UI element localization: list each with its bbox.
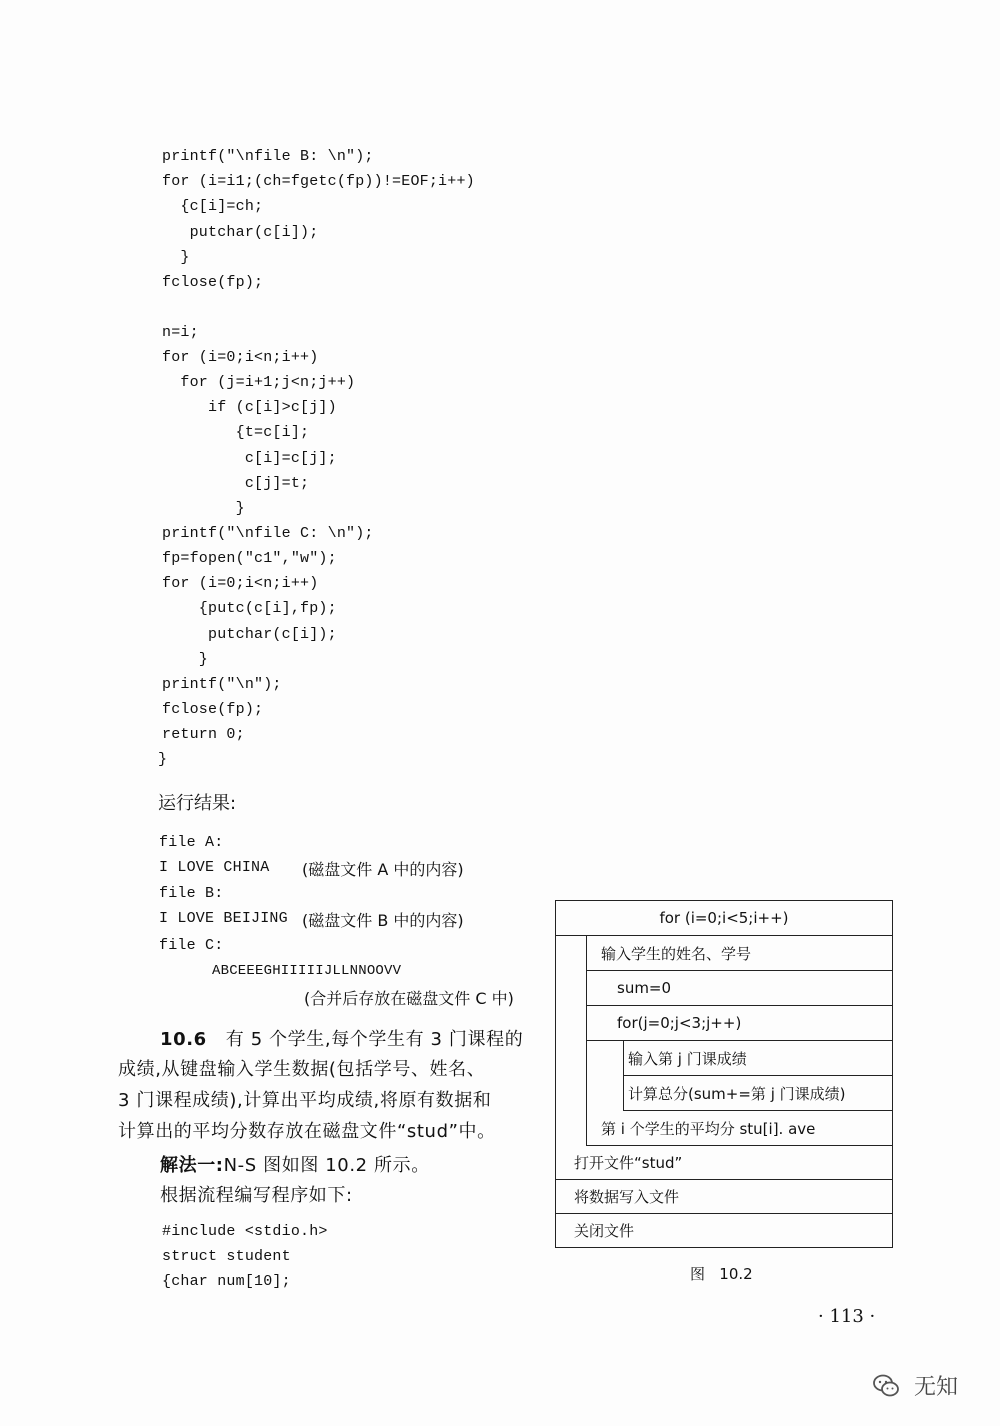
- problem-line-4: 计算出的平均分数存放在磁盘文件“stud”中。: [118, 1121, 496, 1142]
- ns-input-score: 输入第 j 门课成绩: [624, 1041, 892, 1076]
- result-heading: 运行结果:: [158, 793, 237, 814]
- watermark-text: 无知: [914, 1375, 959, 1400]
- file-a-note: (磁盘文件 A 中的内容): [302, 860, 464, 879]
- code-line: #include <stdio.h>: [162, 1223, 328, 1240]
- code-line: for (i=0;i<n;i++): [162, 575, 319, 592]
- code-line: {putc(c[i],fp);: [162, 600, 337, 617]
- ns-inner-loop-bar: [587, 1041, 624, 1111]
- ns-average: 第 i 个学生的平均分 stu[i]. ave: [587, 1111, 892, 1146]
- code-line: if (c[i]>c[j]): [162, 399, 337, 416]
- code-line: {char num[10];: [162, 1273, 291, 1290]
- code-line: for (i=0;i<n;i++): [162, 349, 319, 366]
- file-c-note: (合并后存放在磁盘文件 C 中): [304, 989, 514, 1008]
- code-line: fclose(fp);: [162, 274, 264, 291]
- solution-line: 解法一:N-S 图如图 10.2 所示。: [160, 1155, 430, 1176]
- ns-sum-calc: 计算总分(sum+=第 j 门课成绩): [624, 1076, 892, 1111]
- file-b-label: file B:: [159, 885, 224, 902]
- code-line: }: [158, 751, 168, 768]
- ns-write-file: 将数据写入文件: [556, 1180, 892, 1214]
- code-line: for (j=i+1;j<n;j++): [162, 374, 356, 391]
- code-line: putchar(c[i]);: [162, 224, 319, 241]
- problem-line-1: 10.6 有 5 个学生,每个学生有 3 门课程的: [160, 1029, 524, 1050]
- code-line: return 0;: [162, 726, 245, 743]
- ns-close-file: 关闭文件: [574, 1222, 635, 1240]
- file-c-content: ABCEEEGHIIIIIJLLNNOOVV: [212, 963, 402, 979]
- figure-caption: 图 10.2: [690, 1265, 753, 1283]
- code-line: {c[i]=ch;: [162, 198, 264, 215]
- code-line: c[j]=t;: [162, 475, 310, 492]
- code-line: n=i;: [162, 324, 199, 341]
- file-b-content: I LOVE BEIJING: [159, 910, 288, 927]
- ns-open-file: 打开文件“stud”: [556, 1146, 892, 1180]
- code-line: }: [162, 500, 245, 517]
- code-line: }: [162, 651, 209, 668]
- code-line: printf("\n");: [162, 676, 282, 693]
- ns-outer-loop: for (i=0;i<5;i++): [556, 901, 892, 936]
- code-line: printf("\nfile B: \n");: [162, 148, 374, 165]
- code-line: printf("\nfile C: \n");: [162, 525, 374, 542]
- solution-label: 解法一:: [160, 1155, 224, 1176]
- file-a-label: file A:: [159, 834, 224, 851]
- file-c-label: file C:: [159, 937, 224, 954]
- ns-input-name: 输入学生的姓名、学号: [587, 936, 892, 971]
- code-line: fp=fopen("c1","w");: [162, 550, 337, 567]
- ns-outer-loop-bar: [556, 936, 587, 1146]
- problem-number: 10.6: [160, 1029, 207, 1050]
- ns-inner-loop: for(j=0;j<3;j++): [587, 1006, 892, 1041]
- file-b-note: (磁盘文件 B 中的内容): [302, 911, 464, 930]
- ns-diagram: [555, 900, 893, 1248]
- ns-sum-init: sum=0: [587, 971, 892, 1006]
- program-intro: 根据流程编写程序如下:: [160, 1185, 353, 1206]
- code-line: putchar(c[i]);: [162, 626, 337, 643]
- code-line: c[i]=c[j];: [162, 450, 337, 467]
- code-line: {t=c[i];: [162, 424, 310, 441]
- code-line: for (i=i1;(ch=fgetc(fp))!=EOF;i++): [162, 173, 475, 190]
- chat-bubble-icon: [872, 1372, 900, 1400]
- code-line: struct student: [162, 1248, 291, 1265]
- problem-line-3: 3 门课程成绩),计算出平均成绩,将原有数据和: [118, 1090, 492, 1111]
- file-a-content: I LOVE CHINA: [159, 859, 270, 876]
- code-line: fclose(fp);: [162, 701, 264, 718]
- code-line: }: [162, 249, 190, 266]
- problem-line-2: 成绩,从键盘输入学生数据(包括学号、姓名、: [118, 1059, 486, 1080]
- page-number: · 113 ·: [818, 1306, 876, 1327]
